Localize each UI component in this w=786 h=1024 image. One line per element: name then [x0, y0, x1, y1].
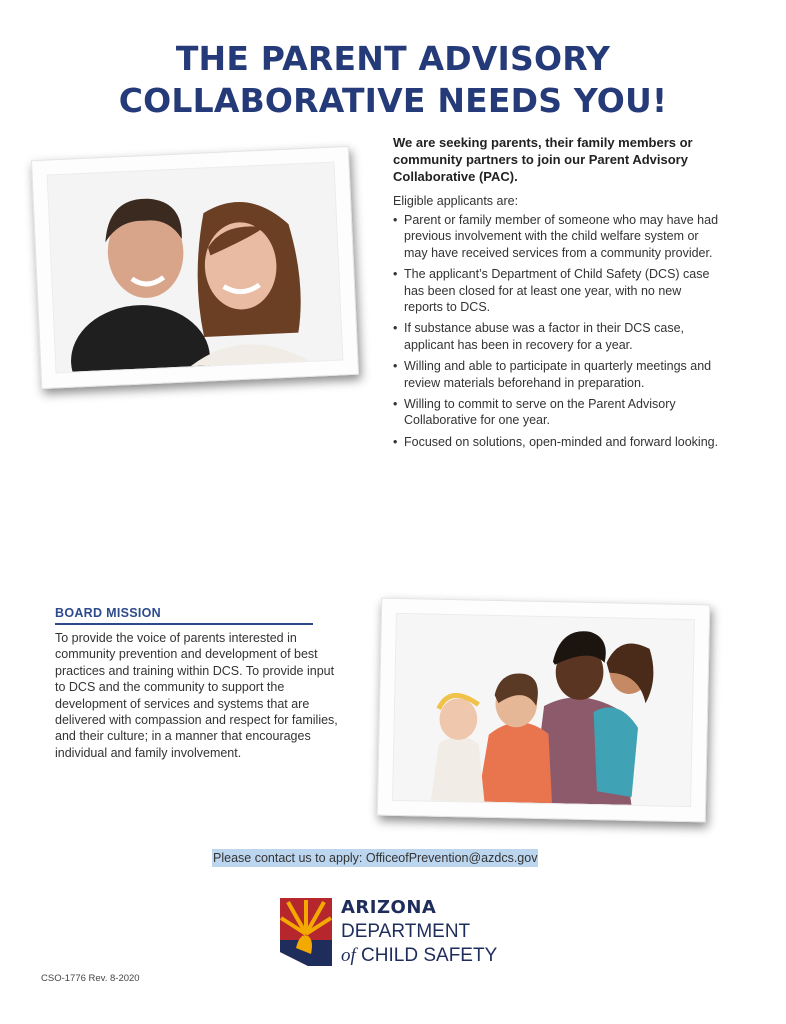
page-title: [0, 38, 786, 122]
family-illustration: [393, 614, 694, 806]
form-code: CSO-1776 Rev. 8-2020: [41, 973, 140, 984]
logo-line-arizona: ARIZONA: [341, 897, 437, 918]
family-photo: [377, 598, 710, 823]
eligible-heading: Eligible applicants are:: [393, 194, 519, 208]
arizona-state-icon: [278, 896, 334, 968]
eligibility-item: • Willing and able to participate in quarterly meetings and review materials beforehand in preparation.: [393, 358, 723, 391]
father-daughter-illustration: [48, 163, 343, 373]
eligibility-item: • If substance abuse was a factor in their DCS case, applicant has been in recovery for a year.: [393, 320, 723, 353]
logo-child-safety: CHILD SAFETY: [355, 945, 498, 966]
title-line-1: THE PARENT ADVISORY: [175, 39, 611, 78]
father-daughter-photo: [31, 146, 359, 389]
eligibility-item: • Parent or family member of someone who may have had previous involvement with the child welfare system or may have received services from a community provider.: [393, 212, 723, 261]
board-mission-heading: BOARD MISSION: [55, 606, 313, 625]
eligibility-item: • Focused on solutions, open-minded and forward looking.: [393, 434, 723, 450]
board-mission-text: To provide the voice of parents interested in community prevention and development of best practices and training within DCS. To provide input to DCS and the community to support the development of services and systems that are delivered with compassion and respect for families, and their culture; in a manner that encourages individual and family involvement.: [55, 631, 338, 760]
intro-statement: We are seeking parents, their family members or community partners to join our Parent Advisory Collaborative (PAC).: [393, 135, 693, 184]
logo-wordmark: [341, 896, 497, 968]
logo-of: of: [341, 945, 356, 966]
logo-line-department: DEPARTMENT: [341, 921, 471, 942]
title-line-2: COLLABORATIVE NEEDS YOU!: [118, 81, 668, 120]
azdcs-logo: [278, 896, 538, 970]
eligibility-item: • The applicant’s Department of Child Safety (DCS) case has been closed for at least one year, with no new reports to DCS.: [393, 266, 723, 315]
eligibility-item: • Willing to commit to serve on the Parent Advisory Collaborative for one year.: [393, 396, 723, 429]
eligibility-list: [393, 212, 723, 455]
logo-line-child-safety: [341, 944, 497, 968]
contact-line: Please contact us to apply: OfficeofPrevention@azdcs.gov: [213, 851, 538, 865]
